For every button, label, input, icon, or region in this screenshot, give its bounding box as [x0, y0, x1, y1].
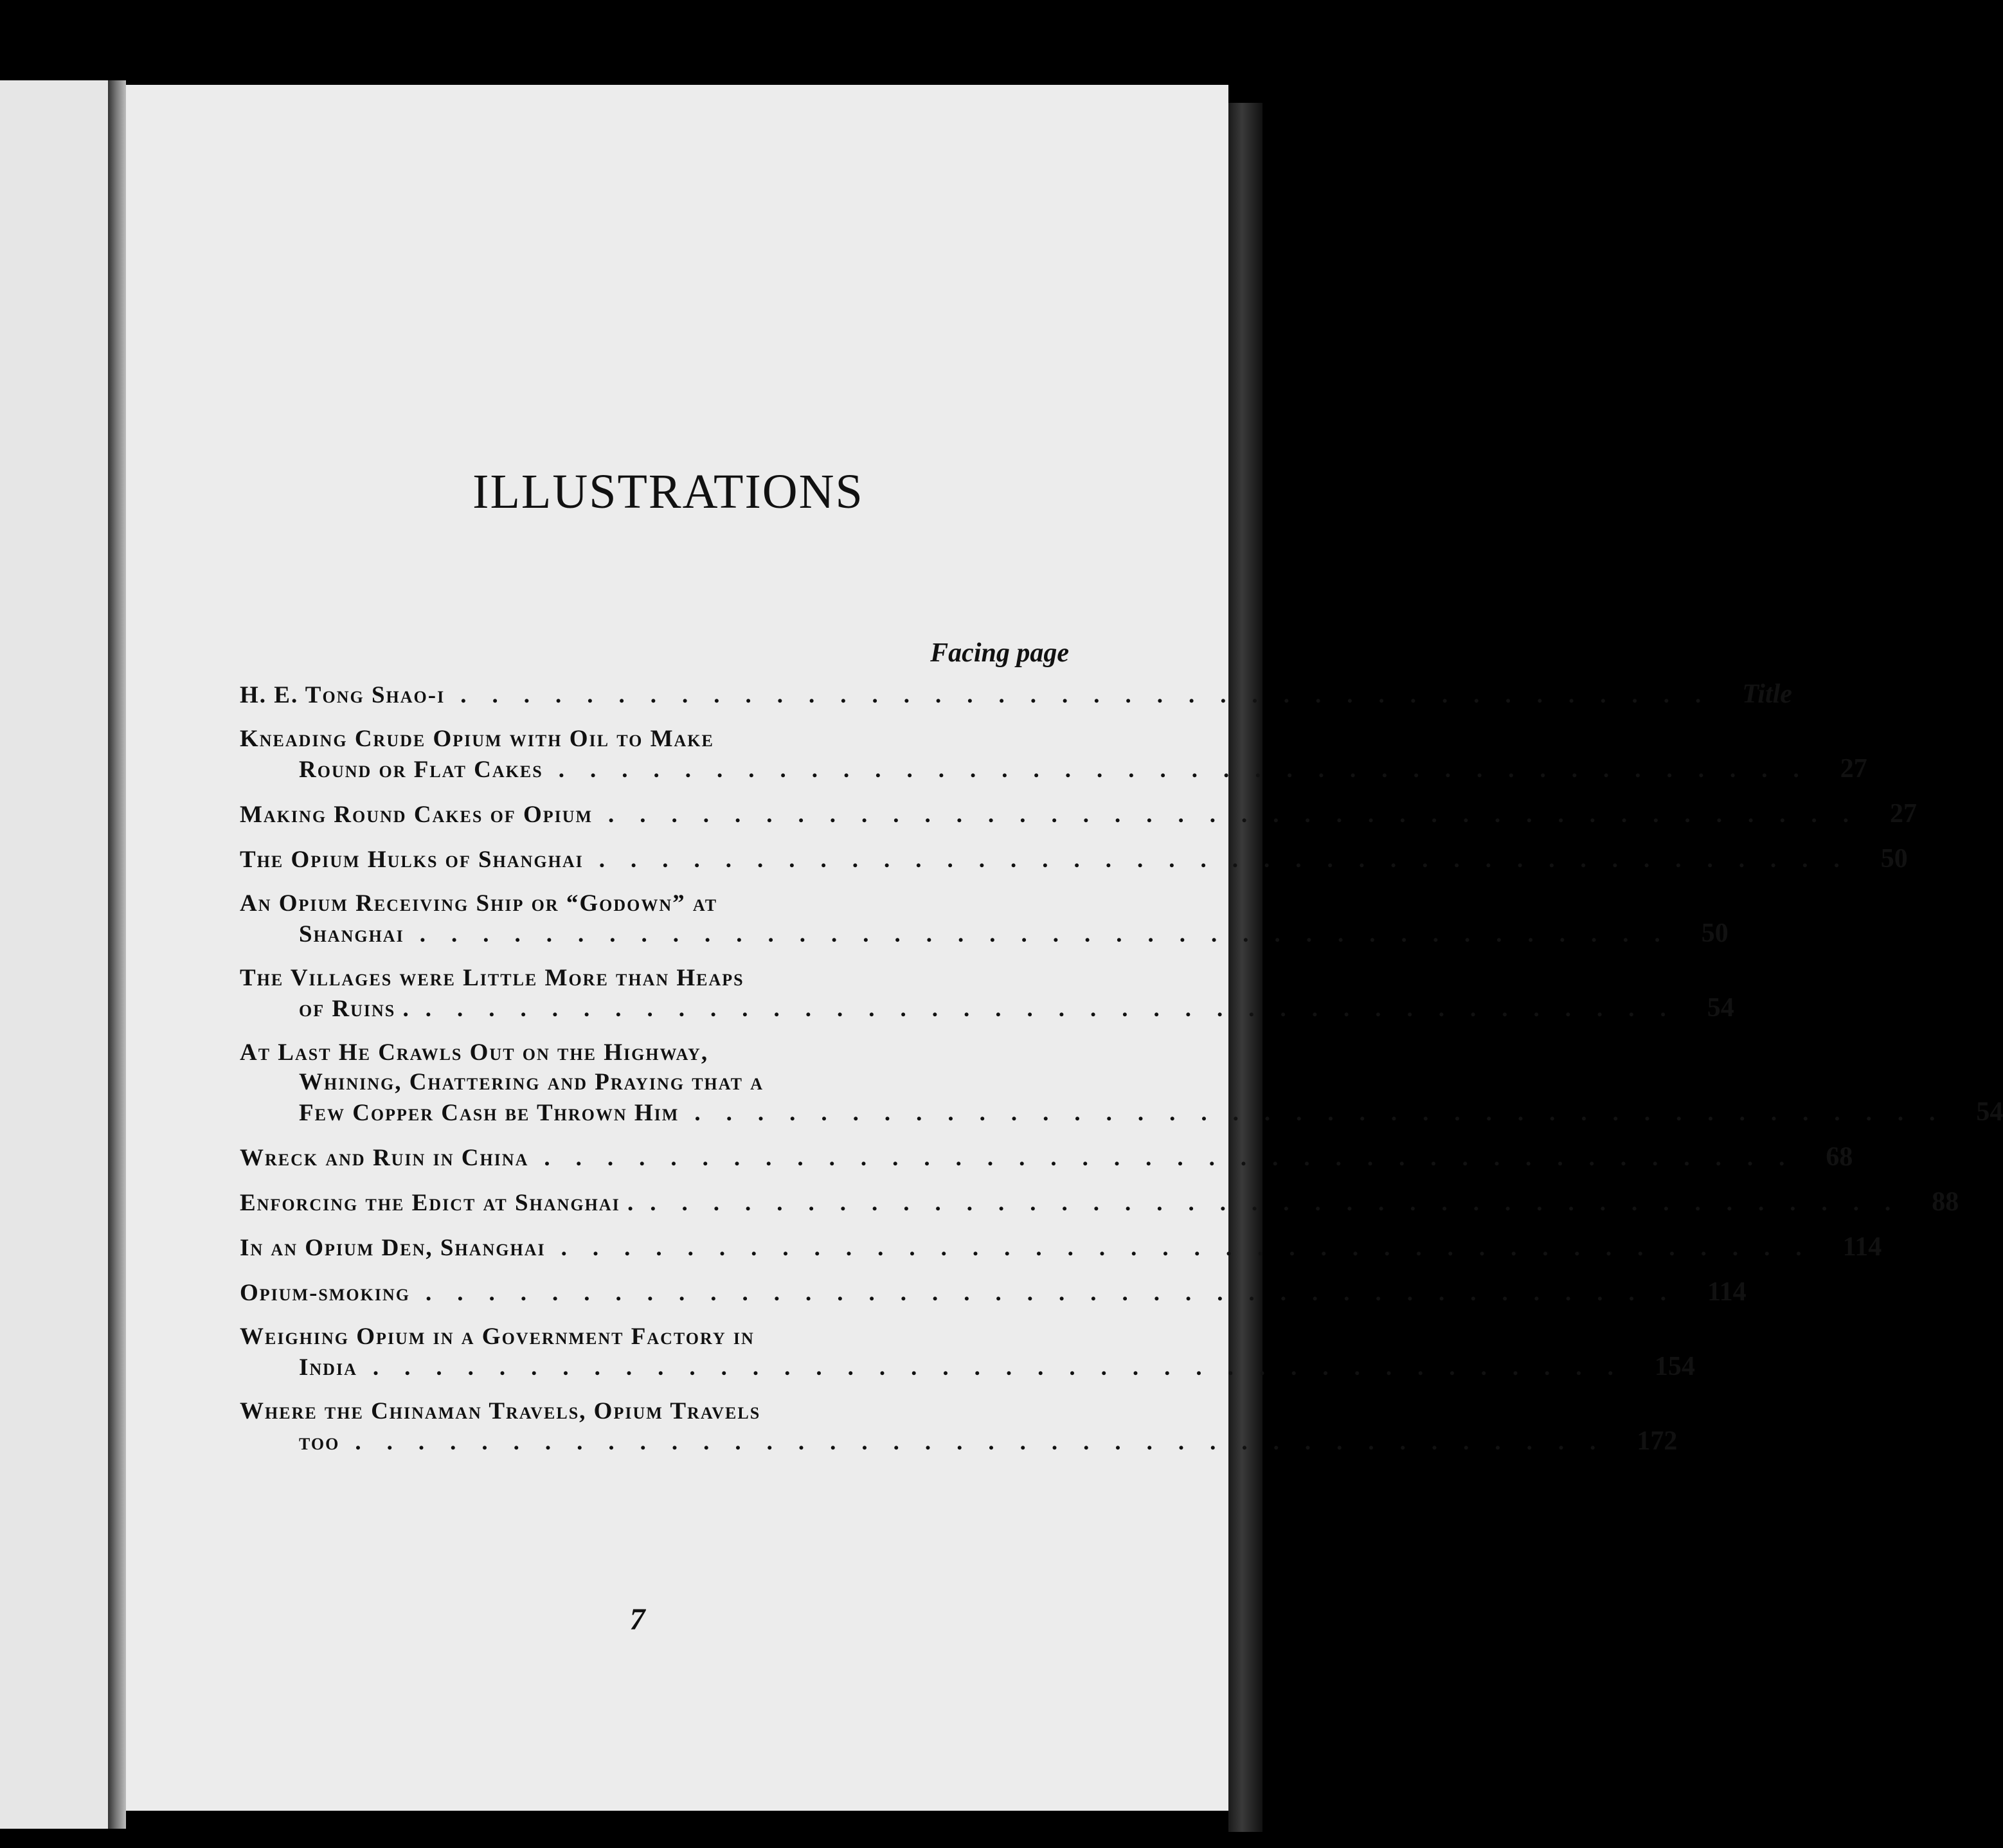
list-item	[240, 679, 1792, 710]
entry-title-line: An Opium Receiving Ship or “Godown” at	[240, 890, 718, 917]
list-item	[240, 1277, 1747, 1308]
entry-title-line: At Last He Crawls Out on the Highway,	[240, 1039, 709, 1066]
facing-left-page	[0, 80, 116, 1829]
dot-leader: ........................................	[598, 847, 1865, 873]
dot-leader: ........................................	[544, 1145, 1811, 1171]
entry-page-number: 114	[1707, 1277, 1747, 1307]
facing-page-label: Facing page	[930, 638, 1069, 668]
entry-page-number: 172	[1637, 1426, 1678, 1456]
book-page	[126, 85, 2003, 1811]
entry-title-line: India	[299, 1354, 357, 1381]
dot-leader: ........................................	[694, 1100, 1961, 1126]
entry-page-number: 27	[1890, 799, 1918, 829]
entry-title-line: Shanghai	[299, 921, 404, 947]
entry-title-line: Enforcing the Edict at Shanghai .	[240, 1190, 635, 1216]
entry-page-number: 50	[1701, 919, 1729, 948]
list-item	[240, 1232, 1882, 1263]
list-item	[240, 1187, 1959, 1218]
entry-title-line: Where the Chinaman Travels, Opium Travels	[240, 1398, 761, 1424]
page-title: ILLUSTRATIONS	[472, 465, 864, 519]
entry-page-number: 68	[1826, 1142, 1853, 1172]
list-item	[240, 844, 1908, 875]
dot-leader: ........................................	[372, 1354, 1639, 1381]
entry-title-line: Opium-smoking	[240, 1280, 410, 1306]
dot-leader: ........................................	[650, 1190, 1917, 1216]
list-item	[240, 1397, 1678, 1457]
list-item	[240, 1038, 2003, 1128]
list-item	[240, 889, 1729, 949]
entry-title-line: Whining, Chattering and Praying that a	[299, 1069, 764, 1095]
entry-title-line: The Villages were Little More than Heaps	[240, 965, 744, 991]
dot-leader: ........................................	[425, 996, 1692, 1022]
list-item	[240, 724, 1867, 785]
entry-page-number: 54	[1976, 1097, 2003, 1127]
dot-leader: ........................................	[558, 757, 1825, 783]
dot-leader: ........................................	[425, 1280, 1692, 1306]
entry-title-line: Making Round Cakes of Opium	[240, 802, 593, 828]
entry-title-line: The Opium Hulks of Shanghai	[240, 847, 584, 873]
entry-page-number: 50	[1880, 844, 1908, 874]
illustrations-list	[240, 679, 2003, 1457]
entry-title-line: Round or Flat Cakes	[299, 757, 543, 783]
entry-page-number: 27	[1840, 754, 1867, 784]
dot-leader: ........................................	[460, 682, 1727, 708]
entry-title-line: In an Opium Den, Shanghai	[240, 1235, 546, 1261]
dot-leader: ........................................	[419, 921, 1686, 947]
entry-title-line: Few Copper Cash be Thrown Him	[299, 1100, 679, 1126]
entry-title-line: Kneading Crude Opium with Oil to Make	[240, 726, 714, 752]
entry-title-line: Wreck and Ruin in China	[240, 1145, 529, 1171]
list-item	[240, 799, 1918, 830]
entry-title-line: too	[299, 1429, 340, 1455]
dot-leader: ........................................	[355, 1429, 1622, 1455]
list-item	[240, 964, 1734, 1024]
entry-page-number: 88	[1932, 1187, 1959, 1217]
page-number: 7	[629, 1602, 645, 1637]
entry-title-line: of Ruins .	[299, 996, 410, 1022]
dot-leader: ........................................	[608, 802, 1875, 828]
entry-page-number: 114	[1842, 1232, 1882, 1262]
dot-leader: ........................................	[561, 1235, 1828, 1261]
entry-page-number: 154	[1654, 1352, 1695, 1381]
entry-title-line: Weighing Opium in a Government Factory in	[240, 1323, 755, 1350]
list-item	[240, 1322, 1695, 1383]
book-gutter	[108, 80, 126, 1829]
entry-page-number: 54	[1707, 993, 1734, 1023]
entry-title-line: H. E. Tong Shao-i	[240, 682, 445, 708]
list-item	[240, 1142, 1853, 1173]
entry-page-number: Title	[1742, 679, 1792, 709]
page-edge	[1228, 103, 1262, 1832]
